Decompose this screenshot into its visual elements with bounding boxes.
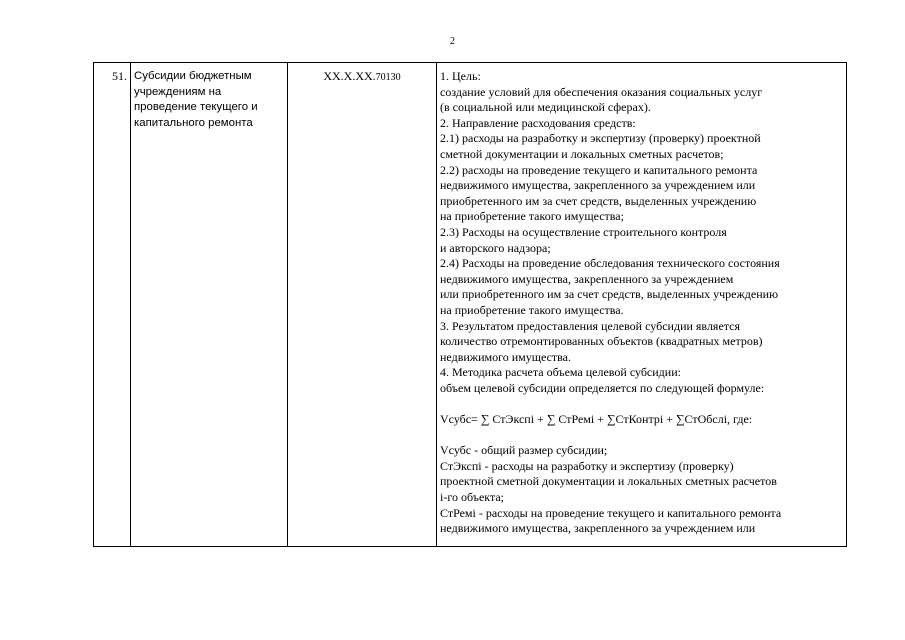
description-line: создание условий для обеспечения оказания социальных услуг bbox=[440, 84, 763, 99]
row-number: 51. bbox=[94, 63, 131, 547]
description-line: недвижимого имущества, закрепленного за учреждением или bbox=[440, 521, 756, 536]
subsidy-name-line: проведение текущего и bbox=[134, 101, 258, 114]
subsidy-name-line: Субсидии бюджетным bbox=[134, 70, 252, 82]
subsidy-table bbox=[93, 62, 847, 547]
description-line: 2.4) Расходы на проведение обследования технического состояния bbox=[440, 256, 780, 271]
description-line: количество отремонтированных объектов (квадратных метров) bbox=[440, 334, 763, 349]
description-line: объем целевой субсидии определяется по следующей формуле: bbox=[440, 380, 765, 395]
budget-code-suffix: 70130 bbox=[375, 72, 401, 83]
description-line: 4. Методика расчета объема целевой субсидии: bbox=[440, 365, 681, 380]
description-line: сметной документации и локальных сметных расчетов; bbox=[440, 146, 724, 161]
description-line: СтЭкспi - расходы на разработку и экспертизу (проверку) bbox=[440, 458, 734, 473]
description-line: недвижимого имущества, закрепленного за учреждением или bbox=[440, 178, 756, 193]
description-line: недвижимого имущества. bbox=[440, 349, 571, 364]
budget-code-main: ХХ.Х.ХХ. bbox=[323, 69, 376, 83]
description-line: i-го объекта; bbox=[440, 490, 505, 505]
budget-code-cell bbox=[288, 63, 437, 547]
description-line: недвижимого имущества, закрепленного за учреждением bbox=[440, 271, 734, 286]
description-cell bbox=[437, 63, 847, 547]
description-line: и авторского надзора; bbox=[440, 240, 551, 255]
description-line: на приобретение такого имущества. bbox=[440, 302, 624, 317]
subsidy-name-line: учреждениям на bbox=[134, 85, 222, 98]
description-line: или приобретенного им за счет средств, выделенных учреждению bbox=[440, 287, 779, 302]
description-line: 2.2) расходы на проведение текущего и капитального ремонта bbox=[440, 162, 758, 177]
description-line: приобретенного им за счет средств, выделенных учреждению bbox=[440, 193, 757, 208]
description-line: СтРемi - расходы на проведение текущего и капитального ремонта bbox=[440, 505, 782, 520]
description-line: 3. Результатом предоставления целевой субсидии является bbox=[440, 318, 741, 333]
description-line: 1. Цель: bbox=[440, 69, 481, 83]
subsidy-name-cell bbox=[131, 63, 288, 547]
description-line: 2.1) расходы на разработку и экспертизу (проверку) проектной bbox=[440, 131, 761, 146]
description-line: на приобретение такого имущества; bbox=[440, 209, 624, 224]
description-line: 2.3) Расходы на осуществление строительного контроля bbox=[440, 224, 727, 239]
page-number: 2 bbox=[450, 36, 455, 47]
subsidy-name-line: капитального ремонта bbox=[134, 116, 253, 129]
table-row bbox=[94, 63, 847, 547]
description-line: Vсубс - общий размер субсидии; bbox=[440, 443, 608, 458]
blank-line bbox=[440, 428, 843, 444]
description-line: 2. Направление расходования средств: bbox=[440, 115, 636, 130]
blank-line bbox=[440, 396, 843, 412]
description-line: (в социальной или медицинской сферах). bbox=[440, 100, 651, 115]
formula-line: Vсубс= ∑ СтЭкспi + ∑ СтРемi + ∑СтКонтрi + ∑СтОбслi, где: bbox=[440, 412, 753, 427]
description-line: проектной сметной документации и локальных сметных расчетов bbox=[440, 474, 777, 489]
